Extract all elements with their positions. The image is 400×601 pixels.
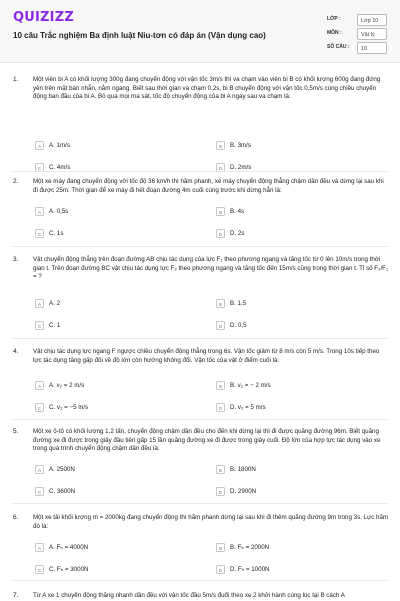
option-text: B. 4s: [230, 208, 245, 215]
option-key: B: [216, 465, 225, 474]
option-key: A: [35, 207, 44, 216]
option-text: D. Fₕ = 1000N: [230, 566, 270, 573]
question-number: 3.: [13, 256, 19, 263]
subject-value: Vật lý: [357, 28, 387, 40]
option-text: B. v₂ = − 2 m/s: [230, 382, 271, 389]
option-text: B. 3m/s: [230, 142, 251, 149]
divider: [13, 503, 387, 504]
question-number: 6.: [13, 514, 19, 521]
page-title: 10 câu Trắc nghiệm Ba định luật Niu-tơn có đáp án (Vận dụng cao): [13, 31, 266, 40]
question-text: Vật chuyển động thẳng trên đoạn đường AB chịu tác dụng của lực F₁ theo phương ngang và tăng tốc từ 0 lên 10m/s trong thời gian t. Trên đoạn đường BC vật chịu tác dụng lực F₂ theo phương ngang và tăng tốc đến 15m/s cũng trong thời gian t. Tỉ số F₂/F₁ = ?: [33, 256, 389, 280]
question-text: Một viên bi A có khối lượng 300g đang chuyển động với vận tốc 3m/s thì va chạm vào viên bi B có khối lượng 600g đang đứng yên trên mặt bàn nhẵn, nằm ngang. Biết sau thời gian va chạm 0,2s, bi B chuyển động với vận tốc 0,5m/s cùng chiều chuyển động ban đầu của bi A. Bỏ qua mọi ma sát, tốc độ chuyển động của bi A ngay sau va chạm là:: [33, 76, 381, 100]
option-key: D: [216, 321, 225, 330]
option-text: D. 2s: [230, 230, 245, 237]
option-text: C. 3600N: [49, 488, 76, 495]
option-key: C: [35, 565, 44, 574]
meta-row-subject: [327, 28, 389, 42]
divider: [13, 580, 387, 581]
option-key: C: [35, 487, 44, 496]
option-text: A. 2500N: [49, 466, 75, 473]
option-text: B. 1800N: [230, 466, 256, 473]
option-key: B: [216, 207, 225, 216]
question-number: 2.: [13, 178, 19, 185]
option-text: A. 2: [49, 300, 61, 307]
divider: [13, 246, 387, 247]
option-key: B: [216, 141, 225, 150]
option-text: D. 0,5: [230, 322, 247, 329]
option-key: A: [35, 465, 44, 474]
option-key: D: [216, 403, 225, 412]
question-number: 4.: [13, 348, 19, 355]
option-key: A: [35, 141, 44, 150]
question-number: 7.: [13, 592, 19, 599]
question-text: Một xe tải khối lượng m = 2000kg đang chuyển động thì hãm phanh dừng lại sau khi đi thêm quãng đường 9m trong 3s. Lực hãm đó là:: [33, 514, 389, 530]
option-text: C. v₂ = −5 m/s: [49, 404, 89, 411]
option-key: A: [35, 381, 44, 390]
question-count-value: 10: [357, 42, 387, 54]
divider: [13, 171, 387, 172]
question-text: Một xe máy đang chuyển động với tốc độ 36 km/h thì hãm phanh, xe máy chuyển động thẳng chậm dần đều và dừng lại sau khi đi được 25m. Thời gian để xe máy đi hết đoạn đường 4m cuối cùng trước khi dừng hẳn là:: [33, 178, 384, 194]
option-key: C: [35, 403, 44, 412]
question-number: 5.: [13, 428, 19, 435]
question-text: Vật chịu tác dụng lực ngang F ngược chiều chuyển động thẳng trong 6s. Vận tốc giảm từ 8 m/s còn 5 m/s. Trong 10s tiếp theo lực tác dụng tăng gấp đôi về độ lớn còn hướng không đổi. Vận tốc của vật ở điểm cuối là:: [33, 348, 380, 364]
option-text: C. 4m/s: [49, 164, 71, 171]
option-key: D: [216, 487, 225, 496]
meta-label: SỐ CÂU :: [327, 44, 350, 50]
option-text: A. v₂ = 2 m/s: [49, 382, 85, 389]
option-key: A: [35, 299, 44, 308]
option-text: D. v₂ = 5 m/s: [230, 404, 266, 411]
meta-label: MÔN :: [327, 30, 342, 36]
option-key: D: [216, 565, 225, 574]
option-key: B: [216, 543, 225, 552]
option-text: C. 1: [49, 322, 61, 329]
question-number: 1.: [13, 76, 19, 83]
option-key: C: [35, 163, 44, 172]
question-text: Một xe ô-tô có khối lượng 1,2 tấn, chuyển động chậm dần đều cho đến khi dừng lại thì đi được quãng đường 96m. Biết quãng đường xe đi được trong giây đầu tiên gấp 15 lần quãng đường xe đi được trong giây cuối. Độ lớn của hợp lực tác dụng vào xe trong quá trình chuyển động chậm dần đều là:: [33, 428, 381, 452]
quizizz-logo[interactable]: QUIZIZZ: [13, 10, 74, 25]
option-key: A: [35, 543, 44, 552]
divider: [13, 338, 387, 339]
divider: [13, 419, 387, 420]
class-value: Lớp 10: [357, 14, 387, 26]
option-text: B. Fₕ = 2000N: [230, 544, 270, 551]
option-text: D. 2m/s: [230, 164, 252, 171]
meta-row-count: [327, 42, 389, 56]
option-key: C: [35, 229, 44, 238]
option-text: C. Fₕ = 3000N: [49, 566, 89, 573]
page-header: [0, 0, 400, 63]
option-key: B: [216, 381, 225, 390]
option-key: D: [216, 229, 225, 238]
option-text: A. 0,5s: [49, 208, 69, 215]
option-key: C: [35, 321, 44, 330]
option-key: D: [216, 163, 225, 172]
meta-row-class: [327, 14, 389, 28]
option-text: D. 2900N: [230, 488, 257, 495]
meta-label: LỚP :: [327, 16, 341, 22]
option-text: A. Fₕ = 4000N: [49, 544, 89, 551]
option-text: A. 1m/s: [49, 142, 70, 149]
question-text: Từ A xe 1 chuyển động thẳng nhanh dần đều với vận tốc đầu 5m/s đuổi theo xe 2 khởi hành cùng lúc tại B cách A: [33, 592, 345, 599]
option-text: B. 1,5: [230, 300, 247, 307]
option-key: B: [216, 299, 225, 308]
option-text: C. 1s: [49, 230, 64, 237]
